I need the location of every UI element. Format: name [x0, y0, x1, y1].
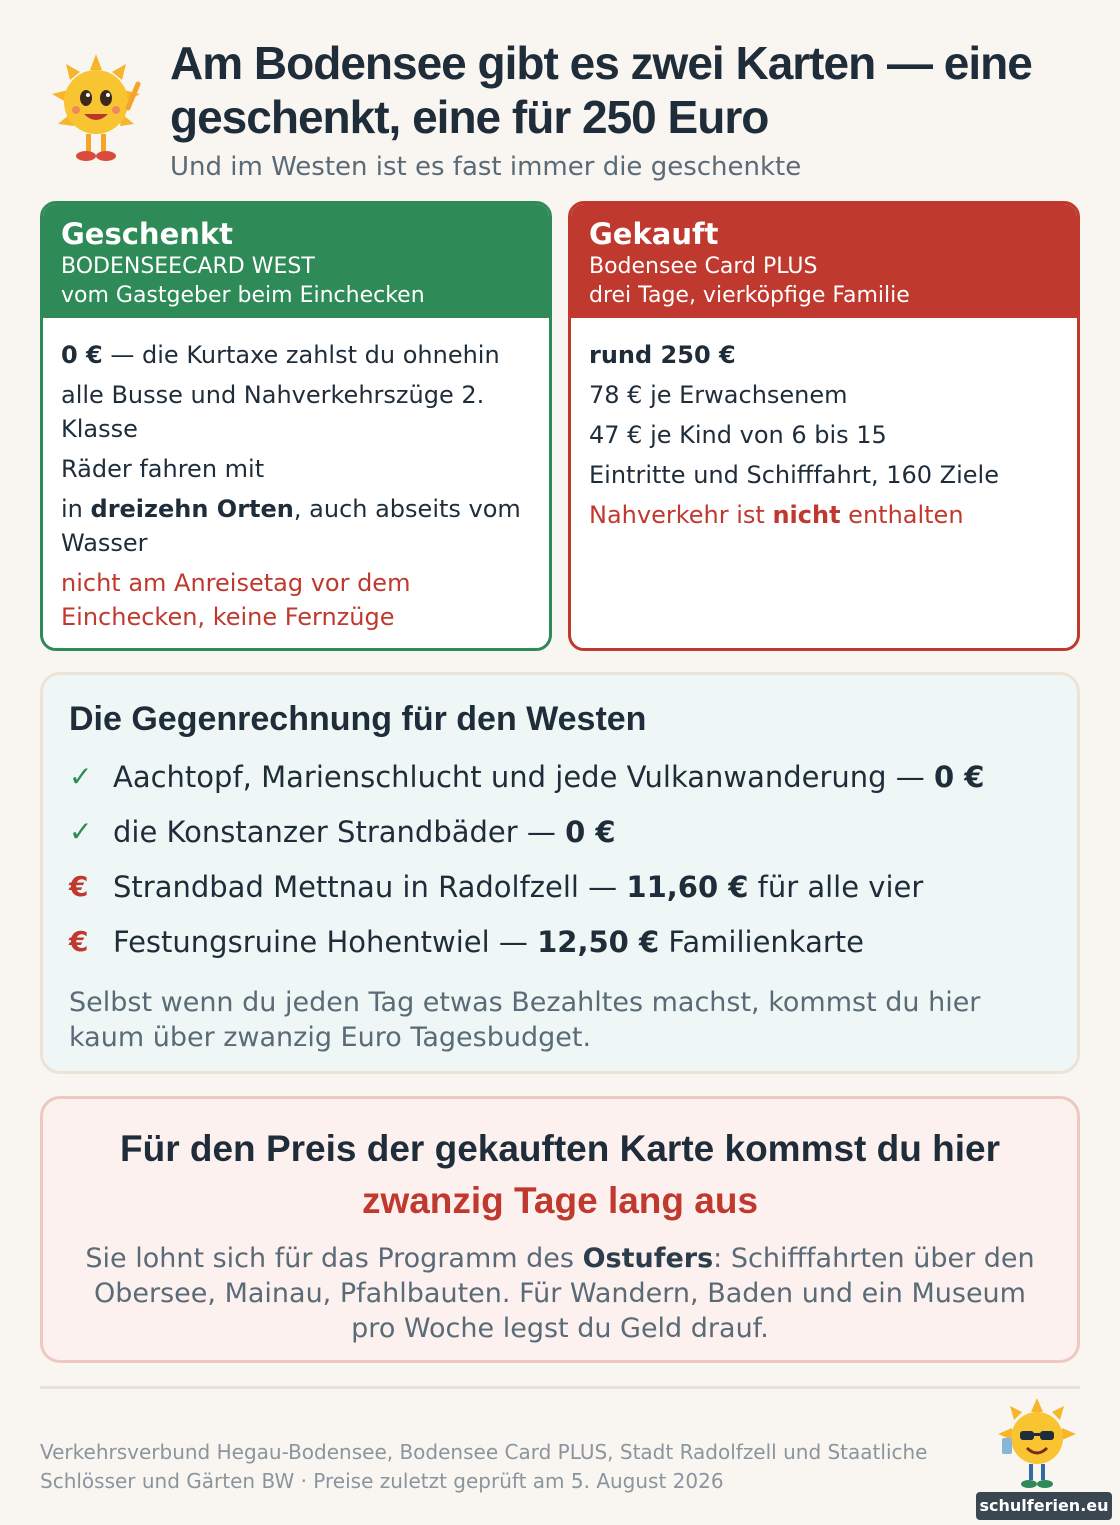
card-bought-body	[571, 318, 1077, 532]
calc-item-price: 11,60 €	[626, 869, 749, 904]
conclusion-text-post: : Schifffahrten über den Obersee, Mainau, Pfahlbauten. Für Wandern, Baden und ein Museum pro Woche legst du Geld drauf.	[94, 1243, 1035, 1344]
card-gift-bikes: Räder fahren mit	[61, 455, 265, 483]
calc-item-text	[113, 925, 864, 959]
calc-item	[69, 804, 1051, 859]
conclusion-highlight: zwanzig Tage lang aus	[361, 1180, 759, 1221]
card-gift-title: Geschenkt	[61, 217, 234, 251]
euro-icon: €	[69, 925, 89, 958]
restriction-strong: nicht	[772, 501, 841, 529]
source-note: Verkehrsverbund Hegau-Bodensee, Bodensee Card PLUS, Stadt Radolfzell und Staatliche Schlösser und Gärten BW · Preise zuletzt geprüft am 5. August 2026	[40, 1440, 928, 1493]
check-icon: ✓	[69, 760, 93, 793]
conclusion-box	[40, 1096, 1080, 1363]
calc-item-post: Familienkarte	[659, 924, 864, 959]
calc-item-label: Aachtopf, Marienschlucht und jede Vulkanwanderung —	[113, 759, 935, 794]
card-gift	[40, 201, 552, 651]
card-bought-title: Gekauft	[589, 217, 719, 251]
conclusion-text-pre: Sie lohnt sich für das Programm des	[85, 1243, 583, 1274]
page-subtitle: Und im Westen ist es fast immer die geschenkte	[170, 152, 802, 182]
card-bought	[568, 201, 1080, 651]
calc-item	[69, 749, 1051, 804]
towns-post: , auch abseits vom Wasser	[61, 495, 521, 557]
card-gift-restriction: nicht am Anreisetag vor dem Einchecken, keine Fernzüge	[61, 569, 411, 631]
card-bought-child: 47 € je Kind von 6 bis 15	[589, 421, 887, 449]
card-gift-towns	[61, 492, 531, 560]
card-bought-adult: 78 € je Erwachsenem	[589, 381, 848, 409]
calculation-title: Die Gegenrechnung für den Westen	[69, 700, 647, 738]
card-gift-transport: alle Busse und Nahverkehrszüge 2. Klasse	[61, 381, 485, 443]
header	[40, 36, 1080, 196]
calc-item	[69, 859, 1051, 914]
brand-badge[interactable]: schulferien.eu	[976, 1492, 1112, 1520]
card-gift-header	[43, 204, 549, 318]
calc-item-price: 12,50 €	[537, 924, 660, 959]
card-bought-name: Bodensee Card PLUS	[589, 254, 818, 279]
sun-mascot-icon	[48, 54, 144, 166]
towns-strong: dreizehn Orten	[90, 495, 294, 523]
sun-sunglasses-icon	[996, 1398, 1078, 1494]
card-bought-restriction	[589, 498, 1059, 532]
calc-item-label: die Konstanzer Strandbäder —	[113, 814, 566, 849]
euro-icon: €	[69, 870, 89, 903]
calc-item-post: für alle vier	[748, 869, 924, 904]
calculation-note: Selbst wenn du jeden Tag etwas Bezahltes machst, kommst du hier kaum über zwanzig Euro Tagesbudget.	[69, 987, 981, 1053]
towns-pre: in	[61, 495, 91, 523]
calc-item-label: Festungsruine Hohentwiel —	[113, 924, 538, 959]
card-gift-name: BODENSEECARD WEST	[61, 254, 315, 279]
card-bought-price	[589, 338, 1059, 372]
restriction-pre: Nahverkehr ist	[589, 501, 773, 529]
conclusion-text-strong: Ostufers	[582, 1243, 714, 1274]
page-title: Am Bodensee gibt es zwei Karten — eine geschenkt, eine für 250 Euro	[170, 37, 1032, 143]
card-gift-source: vom Gastgeber beim Einchecken	[61, 283, 425, 308]
calculation-box	[40, 672, 1080, 1074]
card-bought-header	[571, 204, 1077, 318]
card-bought-scope: drei Tage, vierköpfige Familie	[589, 283, 910, 308]
calc-item-text	[113, 815, 616, 849]
check-icon: ✓	[69, 815, 93, 848]
calc-item-text	[113, 870, 923, 904]
calc-item-price: 0 €	[934, 759, 985, 794]
calc-item-text	[113, 760, 984, 794]
price-strong: 0 €	[61, 341, 103, 369]
footer-divider	[40, 1386, 1080, 1389]
card-gift-price	[61, 338, 531, 372]
calc-item-price: 0 €	[565, 814, 616, 849]
restriction-post: enthalten	[840, 501, 964, 529]
calc-item	[69, 914, 1051, 969]
conclusion-title	[43, 1123, 1077, 1227]
card-bought-targets: Eintritte und Schifffahrt, 160 Ziele	[589, 461, 999, 489]
conclusion-text	[70, 1241, 1050, 1346]
card-gift-body	[43, 318, 549, 634]
bought-price-strong: rund 250 €	[589, 341, 736, 369]
price-text: — die Kurtaxe zahlst du ohnehin	[102, 341, 500, 369]
calc-item-label: Strandbad Mettnau in Radolfzell —	[113, 869, 627, 904]
conclusion-title-text: Für den Preis der gekauften Karte kommst du hier	[120, 1128, 1000, 1169]
